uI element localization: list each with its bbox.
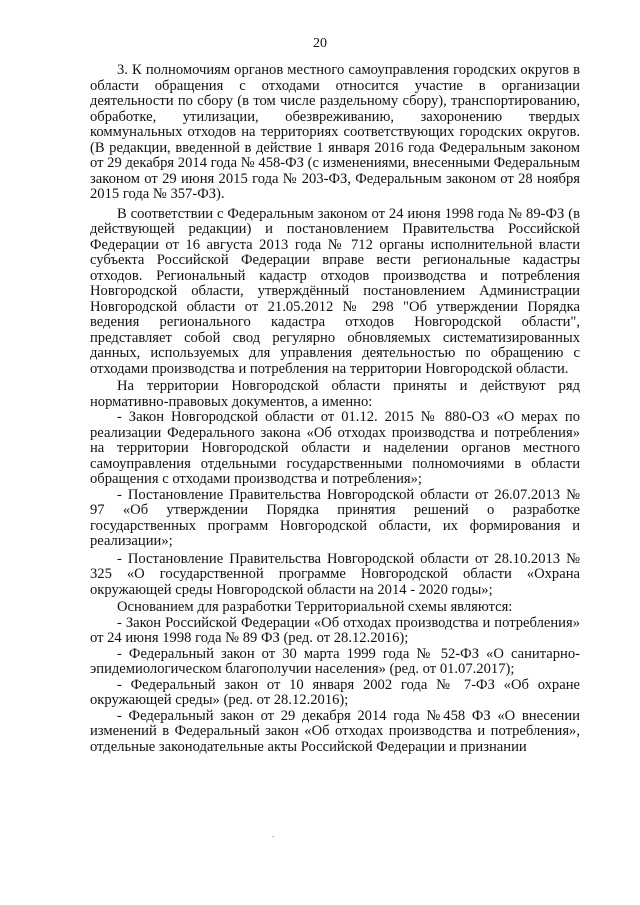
- list-item-law-7fz: - Федеральный закон от 10 января 2002 года № 7-ФЗ «Об охране окружающей среды» (ред. от 28.12.2016);: [90, 676, 580, 708]
- paragraph-regulatory-intro: На территории Новгородской области приняты и действуют ряд нормативно-правовых документов, а именно:: [90, 378, 580, 410]
- paragraph-grounds-intro: Основанием для разработки Территориальной схемы являются:: [117, 599, 513, 615]
- document-body: [90, 63, 580, 755]
- paragraph-municipal-powers: 3. К полномочиям органов местного самоуправления городских округов в области обращения с отходами относится участие в организации деятельности по сбору (в том числе раздельному сбору), транспортированию, обработке, утилизации, обезвреживанию, захоронению твердых коммунальных отходов на территориях соответствующих городских округов. (В редакции, введенной в действие 1 января 2016 года Федеральным законом от 29 декабря 2014 года № 458-ФЗ (с изменениями, внесенными Федеральным законом от 29 июня 2015 года № 203-ФЗ, Федеральным законом от 28 ноября 2015 года № 357-ФЗ).: [90, 62, 580, 202]
- list-item-regional-law: - Закон Новгородской области от 01.12. 2015 № 880-ОЗ «О мерах по реализации Федерального закона «Об отходах производства и потребления» на территории Новгородской области и наделении органов местного самоуправления отдельными государственными полномочиями в области обращения с отходами производства и потребления»;: [90, 409, 580, 487]
- list-item-law-89fz: - Закон Российской Федерации «Об отходах производства и потребления» от 24 июня 1998 года № 89 ФЗ (ред. от 28.12.2016);: [90, 614, 580, 646]
- scan-mark: [272, 836, 274, 837]
- list-item-resolution-325: - Постановление Правительства Новгородской области от 28.10.2013 № 325 «О государственной программе Новгородской области «Охрана окружающей среды Новгородской области на 2014 - 2020 годы»;: [90, 550, 580, 598]
- list-item-resolution-97: - Постановление Правительства Новгородской области от 26.07.2013 № 97 «Об утверждении Порядка принятия решений о разработке государственных программ Новгородской области, их формирования и реализации»;: [90, 486, 580, 549]
- paragraph-regional-cadastre: В соответствии с Федеральным законом от 24 июня 1998 года № 89-ФЗ (в действующей редакции) и постановлением Правительства Российской Федерации от 16 августа 2013 года № 712 органы исполнительной власти субъекта Российской Федерации вправе вести региональные кадастры отходов. Региональный кадастр отходов производства и потребления Новгородской области, утверждённый постановлением Администрации Новгородской области от 21.05.2012 № 298 "Об утверждении Порядка ведения регионального кадастра отходов Новгородской области", представляет собой свод регулярно обновляемых систематизированных данных, используемых для управления деятельностью по обращению с отходами производства и потребления на территории Новгородской области.: [90, 205, 580, 377]
- page-number: 20: [313, 36, 327, 51]
- list-item-law-52fz: - Федеральный закон от 30 марта 1999 года № 52-ФЗ «О санитарно-эпидемиологическом благополучии населения» (ред. от 01.07.2017);: [90, 645, 580, 677]
- list-item-law-458fz: - Федеральный закон от 29 декабря 2014 года №458 ФЗ «О внесении изменений в Федеральный закон «Об отходах производства и потребления», отдельные законодательные акты Российской Федерации и признании: [90, 707, 580, 755]
